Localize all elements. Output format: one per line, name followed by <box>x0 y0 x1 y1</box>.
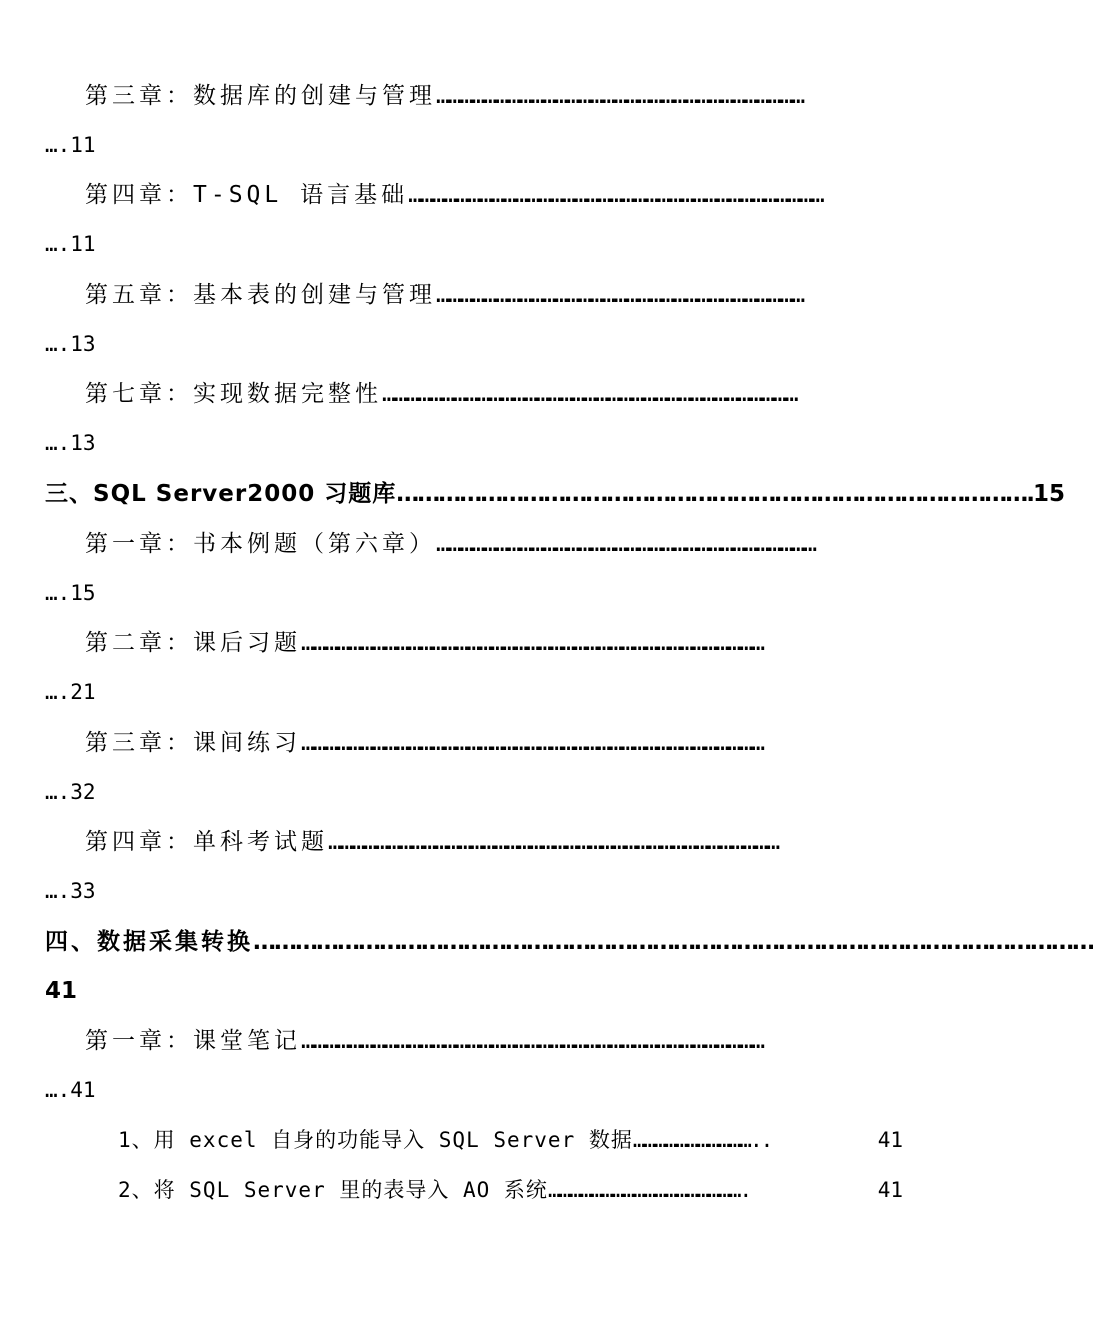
toc-section-sql-exercises[interactable] <box>45 476 1066 512</box>
toc-entry-continuation: ….33 <box>45 879 96 903</box>
toc-entry-chapter4-tsql[interactable] <box>85 177 903 213</box>
toc-leader: …………………………………………………………………………………………… <box>382 381 797 407</box>
toc-entry-continuation: ….21 <box>45 680 96 704</box>
toc-entry-label: 1、用 excel 自身的功能导入 SQL Server 数据 <box>118 1128 633 1152</box>
toc-leader: ……………………………………………………………………………………………………… <box>301 1028 764 1054</box>
toc-entry-label: 第五章：基本表的创建与管理 <box>85 282 436 308</box>
toc-section-label: 三、SQL Server2000 习题库 <box>45 481 397 507</box>
toc-entry-label: 第四章：单科考试题 <box>85 829 328 855</box>
toc-leader: ………………………………………………………………………………………………………… <box>253 929 1093 955</box>
toc-entry-label: 第三章：数据库的创建与管理 <box>85 83 436 109</box>
toc-leader: …………………………………………………………………………………… <box>436 531 816 557</box>
toc-entry-label: 第一章：书本例题（第六章） <box>85 531 436 557</box>
toc-entry-chapter4-exam[interactable] <box>85 824 903 860</box>
toc-leader: …………………………………………………………………………………………… <box>408 182 823 208</box>
toc-leader: ……………………………………………………………………………………………………… <box>301 730 764 756</box>
toc-entry-chapter2-homework[interactable] <box>85 625 903 661</box>
toc-leader: …………………………………………………………………………………………………… <box>328 829 779 855</box>
toc-leader: ………………………………………………………………………………… <box>436 83 804 109</box>
toc-entry-label: 第一章：课堂笔记 <box>85 1028 301 1054</box>
toc-entry-chapter5-table[interactable] <box>85 277 903 313</box>
toc-entry-continuation: 41 <box>45 978 78 1004</box>
toc-entry-chapter3-db[interactable] <box>85 78 903 114</box>
toc-page-number: 41 <box>877 1178 903 1202</box>
toc-entry-continuation: ….32 <box>45 780 96 804</box>
toc-entry-label: 2、将 SQL Server 里的表导入 AO 系统 <box>118 1178 548 1202</box>
toc-entry-continuation: ….15 <box>45 581 96 605</box>
toc-entry-chapter1-notes[interactable] <box>85 1023 903 1059</box>
toc-entry-label: 第二章：课后习题 <box>85 630 301 656</box>
toc-leader: ………………………………………………………………………………. <box>396 481 1033 507</box>
toc-entry-continuation: ….13 <box>45 332 96 356</box>
toc-section-label: 四、数据采集转换 <box>45 929 253 955</box>
toc-entry-continuation: ….41 <box>45 1078 96 1102</box>
toc-subentry-ao-import[interactable] <box>118 1172 903 1208</box>
toc-entry-chapter3-practice[interactable] <box>85 725 903 761</box>
toc-entry-label: 第四章：T-SQL 语言基础 <box>85 182 409 208</box>
toc-subentry-excel-import[interactable] <box>118 1122 903 1158</box>
toc-page-number: 15 <box>1033 481 1066 507</box>
toc-leader: ……………………………………………………………………………………………………… <box>301 630 764 656</box>
toc-leader: ………………………………………………………………………………… <box>436 282 804 308</box>
toc-section-data-conversion[interactable] <box>45 924 1093 960</box>
toc-entry-continuation: ….11 <box>45 232 96 256</box>
toc-page-number: 41 <box>877 1128 903 1152</box>
toc-entry-continuation: ….11 <box>45 133 96 157</box>
toc-entry-chapter1-examples[interactable] <box>85 526 903 562</box>
toc-leader: ………………………………………………. <box>547 1178 751 1202</box>
toc-entry-continuation: ….13 <box>45 431 96 455</box>
toc-entry-label: 第三章：课间练习 <box>85 730 301 756</box>
toc-leader: …………………………….. <box>632 1128 772 1152</box>
toc-entry-label: 第七章：实现数据完整性 <box>85 381 382 407</box>
toc-entry-chapter7-integrity[interactable] <box>85 376 903 412</box>
